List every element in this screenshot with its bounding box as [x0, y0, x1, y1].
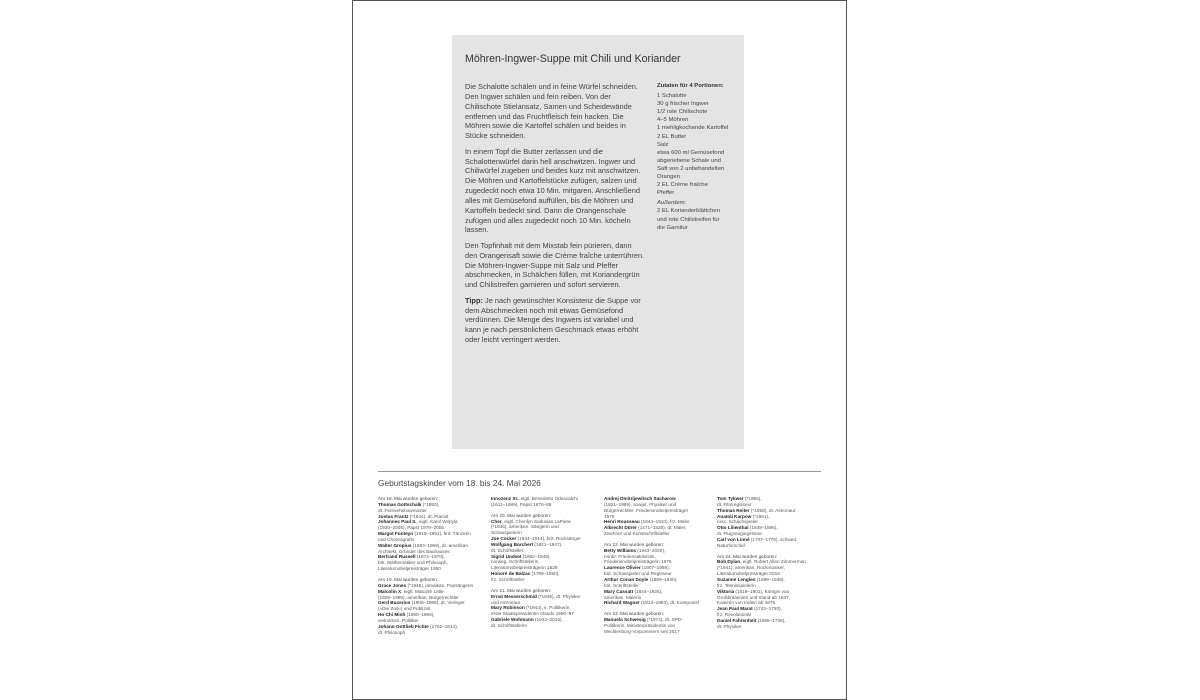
birthday-name: Laurence Olivier [604, 565, 641, 571]
birthday-detail: Zeichner und Kunstschriftsteller [604, 531, 670, 537]
birthday-detail: Literaturnobelpreisträger 2016 [717, 571, 780, 577]
birthday-info: , eigtl. Malcolm Little [401, 588, 444, 594]
birthday-name: Gerd Bucerius [378, 600, 411, 606]
birthday-info: (1844–1926), [633, 588, 663, 594]
birthday-detail: Friedensnobelpreisträgerin 1976 [604, 559, 672, 565]
birthday-day-heading: Am 22. Mai wurden geboren: [604, 541, 665, 547]
birthday-detail: (1925–1965), amerikan. Bürgerrechtler [378, 594, 459, 600]
ingredient-item: Pfeffer [657, 190, 675, 197]
birthday-info: (1707–1778), schwed. [749, 536, 798, 542]
birthday-name: Wolfgang Borchert [491, 541, 534, 547]
birthday-detail: dt. Physiker [717, 623, 742, 629]
birthday-detail: brit. Mathematiker und Philosoph, [378, 560, 448, 566]
birthday-info: (*1951), [751, 513, 770, 519]
birthday-info: (1819–1901), Königin von [734, 588, 790, 594]
section-divider [378, 471, 821, 472]
extra-item: und rote Chilistreifen für [657, 216, 720, 223]
ingredient-item: 4–5 Möhren [657, 117, 689, 124]
ingredients-heading: Zutaten für 4 Portionen: [657, 83, 724, 89]
birthday-name: Walter Gropius [378, 542, 412, 548]
birthday-name: Mary Cassatt [604, 588, 634, 594]
birthday-detail: Großbritannien und Irland ab 1837, [717, 594, 790, 600]
birthday-info: (1471–1528), dt. Maler, [636, 525, 687, 531]
birthday-info: (*1974), dt. SPD- [645, 617, 683, 623]
birthday-name: Thomas Gottschalk [378, 501, 422, 507]
birthday-name: Mary Robinson [491, 605, 525, 611]
birthday-info: (*1948), jamaikan. Popsängerin [406, 582, 474, 588]
ingredient-item: 2 EL Crème fraîche [657, 182, 708, 189]
birthday-info: (1799–1850), [530, 571, 560, 577]
birthday-info: , eigtl. Karol Wojtyla [416, 519, 458, 525]
birthday-name: Joe Cocker [491, 536, 517, 542]
birthday-detail: Literaturnobelpreisträger 1950 [378, 566, 441, 572]
birthday-detail: norweg. Schriftstellerin, [491, 559, 540, 565]
birthday-name: Johann Gottlieb Fichte [378, 623, 429, 629]
birthday-detail: Literaturnobelpreisträgerin 1928 [491, 565, 558, 571]
birthday-name: Manuela Schwesig [604, 617, 646, 623]
birthday-detail: brit. Schriftsteller [604, 582, 639, 588]
birthday-detail: amerikan. Malerin [604, 594, 642, 600]
birthday-name: Ernst Messerschmid [491, 593, 537, 599]
birthday-info: (1883–1969), dt.-amerikan. [411, 542, 470, 548]
birthday-info: (1743–1793), [752, 606, 782, 612]
extra-item: die Garnitur [657, 224, 688, 231]
birthday-name: Arthur Conan Doyle [604, 576, 649, 582]
birthday-name: Carl von Linné [717, 536, 750, 542]
birthday-detail: (»Die Zeit«) und Publizist [378, 606, 431, 612]
birthday-info: (1921–1947), [533, 541, 563, 547]
birthday-name: Daniel Fahrenheit [717, 617, 757, 623]
ingredient-item: 30 g frischer Ingwer [657, 101, 709, 108]
birthday-detail: frz. Schriftsteller [491, 576, 525, 582]
birthday-info: (1762–1814), [428, 623, 458, 629]
birthday-name: Gabriele Wohmann [491, 617, 534, 623]
birthday-info: (1848–1896), [748, 525, 778, 531]
birthday-detail: russ. Schachspieler [717, 519, 758, 525]
birthday-info: (1872–1970), [415, 554, 445, 560]
birthday-detail: brit. Schauspieler und Regisseur [604, 571, 672, 577]
birthday-name: Johannes Paul II. [378, 519, 417, 525]
birthday-name: Andrej Dmitrijewitsch Sacharow [604, 496, 676, 501]
birthday-day-heading: Am 23. Mai wurden geboren: [604, 611, 665, 617]
birthday-info: (1932–2015), [533, 617, 563, 623]
ingredient-item: 1/2 rote Chilischote [657, 109, 708, 116]
birthday-column [604, 496, 712, 635]
birthday-detail: Kaiserin von Indien ab 1876 [717, 600, 776, 606]
birthday-info: (*1965), [743, 496, 762, 501]
birthday-detail: dt. Fernsehshowmaster [378, 507, 427, 513]
birthday-name: Anatoli Karpow [717, 513, 752, 519]
birthday-info: , eigtl. Benedetto Odescalchi [518, 496, 578, 501]
birthday-detail: vietnames. Politiker [378, 617, 419, 623]
birthday-name: Bertrand Russell [378, 554, 416, 560]
birthday-info: , eigtl. Cherilyn Sarkisian LaPiere [501, 518, 571, 524]
birthday-info: (1906–1995), dt. Verleger [410, 600, 465, 606]
tip-label: Tipp: [465, 295, 483, 305]
birthday-info: (1907–1989), [640, 565, 670, 571]
birthday-info: (1859–1930), [648, 576, 678, 582]
ingredient-item: 1 mehligkochende Kartoffel [657, 125, 729, 132]
birthday-detail: Politikerin, Ministerpräsidentin von [604, 622, 676, 628]
birthday-detail: dt. Filmregisseur [717, 501, 752, 507]
birthday-name: Richard Wagner [604, 600, 640, 606]
birthday-column [378, 496, 486, 635]
birthday-detail: Architekt, Gründer des Bauhauses [378, 548, 450, 554]
birthday-info: (*1944), ir. Politikerin, [524, 605, 571, 611]
birthday-entry [604, 600, 712, 606]
birthday-detail: (1611–1689), Papst 1676–89 [491, 501, 552, 507]
ingredient-item: abgeriebene Schale und [657, 157, 721, 164]
birthday-name: Jean Paul Marat [717, 606, 753, 612]
birthday-name: Cher [491, 518, 502, 524]
birthday-info: (1813–1883), dt. Komponist [639, 600, 699, 606]
birthday-detail: frz. Revolutionär [717, 612, 752, 618]
birthday-detail: dt. Flugzeugingenieur [717, 531, 763, 537]
birthday-detail: 1975 [604, 513, 615, 519]
birthday-name: Grace Jones [378, 582, 407, 588]
ingredient-item: 1 Schalotte [657, 93, 687, 100]
birthday-info: (*1950), [421, 501, 440, 507]
extra-heading: Außerdem: [657, 200, 687, 207]
birthday-name: Viktoria [717, 588, 735, 594]
birthday-day-heading: Am 24. Mai wurden geboren: [717, 553, 778, 559]
birthday-detail: (1921–1989), sowjet. Physiker und [604, 501, 677, 507]
birthday-info: (1844–1910), frz. Maler [639, 519, 690, 525]
birthday-name: Margot Fonteyn [378, 531, 414, 537]
birthday-title: Geburtstagskinder vom 18. bis 24. Mai 2026 [378, 478, 541, 488]
birthday-detail: dt. Schriftstellerin [491, 622, 527, 628]
birthday-name: Betty Williams [604, 547, 636, 553]
birthday-detail: dt. Philosoph [378, 629, 406, 635]
birthday-detail: Mecklenburg-Vorpommern seit 2017 [604, 628, 680, 634]
birthday-info: (*1945), dt. Physiker [536, 593, 581, 599]
birthday-info: (1890–1969), [405, 612, 435, 618]
ingredient-item: 2 EL Butter [657, 133, 687, 140]
birthday-detail: (*1946), amerikan. Sängerin und [491, 524, 559, 530]
birthday-info: (*1944), dt. Pianist [408, 513, 449, 519]
ingredients-list [657, 82, 741, 232]
tip-text: Je nach gewünschter Konsistenz die Suppe vor dem Abschmecken noch mit etwas Gemüsefond verdünnen. Die Menge des Ingwers ist variabel und kann je nach persönlichem Geschmack etwas erhöht oder leicht verringert werden. [465, 295, 641, 345]
birthday-detail: dt. Schriftsteller [491, 547, 524, 553]
birthday-detail: Schauspielerin [491, 530, 522, 536]
ingredient-item: etwa 600 ml Gemüsefond [657, 149, 725, 156]
birthday-info: (1944–2014), brit. Rocksänger [516, 536, 581, 542]
birthday-info: (*1958), dt. Astronaut [749, 507, 796, 513]
birthday-name: Sigrid Undset [491, 553, 522, 559]
birthday-info: , eigtl. Robert Allen Zimmerman [740, 559, 806, 565]
birthday-detail: (*1941), amerikan. Rockmusiker, [717, 565, 785, 571]
birthday-day-heading: Am 18. Mai wurden geboren: [378, 496, 439, 501]
birthday-detail: erste Staatspräsidentin Irlands 1990–97 [491, 611, 574, 617]
birthday-detail: nordir. Friedensaktivistin, [604, 553, 656, 559]
birthday-info: (1919–1991), brit. Tänzerin [413, 531, 471, 537]
birthday-detail: frz. Tennisspielerin [717, 582, 756, 588]
birthday-name: Justus Frantz [378, 513, 409, 519]
birthday-name: Tom Tykwer [717, 496, 744, 501]
birthday-detail: Bürgerrechtler, Friedensnobelpreisträger [604, 507, 689, 513]
calendar-page [352, 0, 847, 700]
birthday-name: Honoré de Balzac [491, 571, 531, 577]
birthday-name: Malcolm X [378, 588, 402, 594]
instruction-paragraph: Den Topfinhalt mit dem Mixstab fein pürieren, dann den Orangensaft sowie die Crème fraîche unterrühren. Die Möhren-Ingwer-Suppe mit Salz und Pfeffer abschmecken, in Schälchen füllen, mit Koriandergrün und Chilistreifen garnieren und sofort servieren. [465, 240, 645, 290]
extra-item: 2 EL Korianderblättchen [657, 208, 720, 215]
birthday-info: (1686–1736), [756, 617, 786, 623]
birthday-detail: und Astronaut [491, 599, 520, 605]
recipe-instructions [465, 82, 645, 350]
birthday-name: Albrecht Dürer [604, 525, 637, 531]
birthday-detail: (1920–2005), Papst 1978–2005 [378, 525, 444, 531]
birthday-info: (1882–1949), [521, 553, 551, 559]
birthday-name: Henri Rousseau [604, 519, 640, 525]
recipe-tip [465, 296, 645, 345]
recipe-card [452, 35, 744, 449]
ingredient-item: Saft von 2 unbehandelten [657, 165, 725, 172]
instruction-paragraph: Die Schalotte schälen und in feine Würfel schneiden. Den Ingwer schälen und fein reiben. Von der Chilischote Stielansatz, Samen und Scheidewände entfernen und das Fruchtfleisch fein hacken. Die Möhren sowie die Kartoffel schälen und beides in Stücke schneiden. [465, 82, 638, 141]
birthday-name: Bob Dylan [717, 559, 741, 565]
birthday-detail: Naturforscher [717, 542, 746, 548]
birthday-day-heading: Am 19. Mai wurden geboren: [378, 576, 439, 582]
birthday-name: Ho Chi Minh [378, 612, 406, 618]
instruction-paragraph: In einem Topf die Butter zerlassen und die Schalottenwürfel darin hell anschwitzen. Ingwer und Chiliwürfel zugeben und beides kurz mit anschwitzen. Die Möhren und Kartoffelstücke zufügen, salzen und zugedeckt noch etwa 10 Min. mitgaren. Anschließend alles mit Gemüsefond auffüllen, bis die Möhren und Kartoffeln bedeckt sind. Dann die Orangenschale zufügen und alles zugedeckt noch 10 Min. köcheln lassen. [465, 146, 641, 235]
recipe-title: Möhren-Ingwer-Suppe mit Chili und Koriander [465, 53, 681, 65]
birthday-name: Innozenz XI. [491, 496, 519, 501]
birthday-name: Suzanne Lenglen [717, 576, 756, 582]
birthday-column [491, 496, 599, 629]
birthday-name: Thomas Reiter [717, 507, 750, 513]
ingredient-item: Orangen [657, 174, 680, 181]
birthday-day-heading: Am 20. Mai wurden geboren: [491, 512, 552, 518]
birthday-day-heading: Am 21. Mai wurden geboren: [491, 587, 552, 593]
birthday-name: Otto Lilienthal [717, 525, 749, 531]
birthday-detail: und Choreografin [378, 536, 415, 542]
birthday-info: (1899–1938), [755, 576, 785, 582]
birthday-column [717, 496, 825, 630]
ingredient-item: Salz [657, 141, 669, 148]
birthday-info: (1943–2020), [636, 547, 666, 553]
